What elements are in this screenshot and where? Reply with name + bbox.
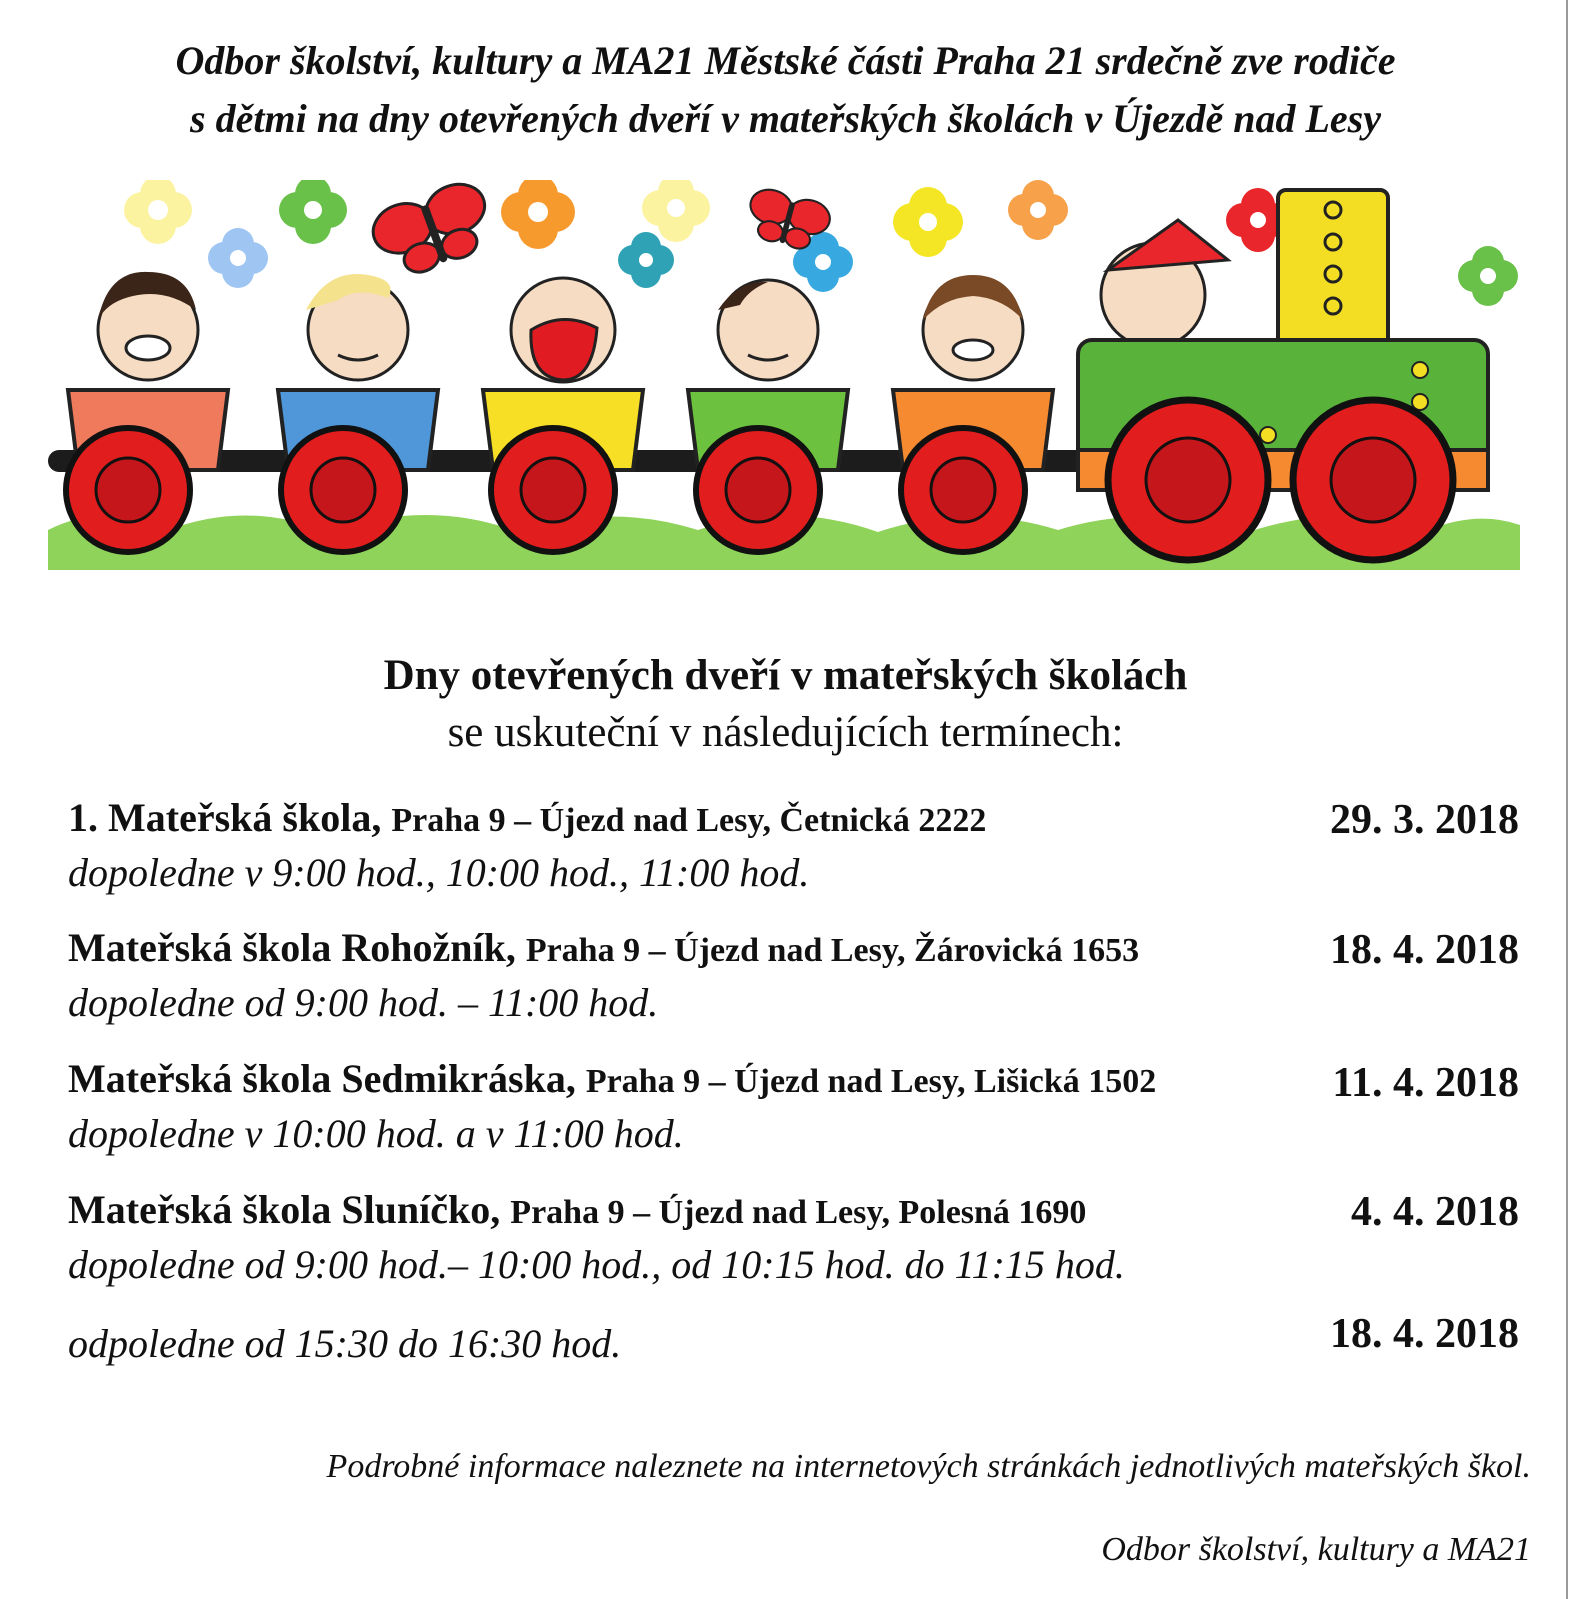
school-address: Praha 9 – Újezd nad Lesy, Žárovická 1653	[525, 932, 1140, 969]
visit-time: dopoledne v 9:00 hod., 10:00 hod., 11:00 hod.	[68, 850, 810, 895]
signature: Odbor školství, kultury a MA21	[1101, 1531, 1531, 1568]
wheel-icon	[696, 428, 820, 552]
school-name: Mateřská škola Rohožník,	[68, 925, 516, 970]
schedule-entry-afternoon	[68, 1312, 621, 1367]
wheel-icon	[1108, 400, 1268, 560]
visit-time: dopoledne v 10:00 hod. a v 11:00 hod.	[68, 1111, 684, 1156]
visit-date: 4. 4. 2018	[1351, 1189, 1519, 1235]
info-note: Podrobné informace naleznete na internetových stránkách jednotlivých mateřských škol.	[326, 1448, 1531, 1485]
visit-time-afternoon: odpoledne od 15:30 do 16:30 hod.	[68, 1321, 622, 1366]
wheel-icon	[66, 428, 190, 552]
invitation-line-1: Odbor školství, kultury a MA21 Městské části Praha 21 srdečně zve rodiče	[175, 38, 1396, 83]
visit-date: 29. 3. 2018	[1330, 797, 1519, 843]
school-address: Praha 9 – Újezd nad Lesy, Lišická 1502	[585, 1063, 1157, 1100]
school-name: 1. Mateřská škola,	[68, 795, 382, 840]
visit-date: 18. 4. 2018	[1330, 927, 1519, 973]
butterfly-icon	[366, 180, 500, 284]
wheel-icon	[491, 428, 615, 552]
wheel-icon	[1293, 400, 1453, 560]
visit-date: 11. 4. 2018	[1332, 1060, 1519, 1106]
train-illustration	[48, 180, 1520, 570]
schedule-entry	[68, 1186, 1125, 1288]
visit-date-afternoon: 18. 4. 2018	[1330, 1311, 1519, 1357]
section-subtitle: se uskuteční v následujících termínech:	[447, 709, 1124, 756]
wheel-icon	[281, 428, 405, 552]
invitation-line-2: s dětmi na dny otevřených dveří v mateřských školách v Újezdě nad Lesy	[190, 96, 1381, 141]
schedule-entry	[68, 794, 986, 896]
visit-time: dopoledne od 9:00 hod. – 11:00 hod.	[68, 980, 659, 1025]
section-title: Dny otevřených dveří v mateřských školách	[383, 652, 1188, 699]
school-name: Mateřská škola Sluníčko,	[68, 1187, 501, 1232]
school-address: Praha 9 – Újezd nad Lesy, Polesná 1690	[510, 1194, 1087, 1231]
page-edge-rule	[1566, 0, 1568, 1599]
schedule-entry	[68, 924, 1139, 1026]
schedule-entry	[68, 1055, 1156, 1157]
wheel-icon	[901, 428, 1025, 552]
visit-time: dopoledne od 9:00 hod.– 10:00 hod., od 10:15 hod. do 11:15 hod.	[68, 1242, 1125, 1287]
school-address: Praha 9 – Újezd nad Lesy, Četnická 2222	[391, 802, 987, 839]
school-name: Mateřská škola Sedmikráska,	[68, 1056, 576, 1101]
